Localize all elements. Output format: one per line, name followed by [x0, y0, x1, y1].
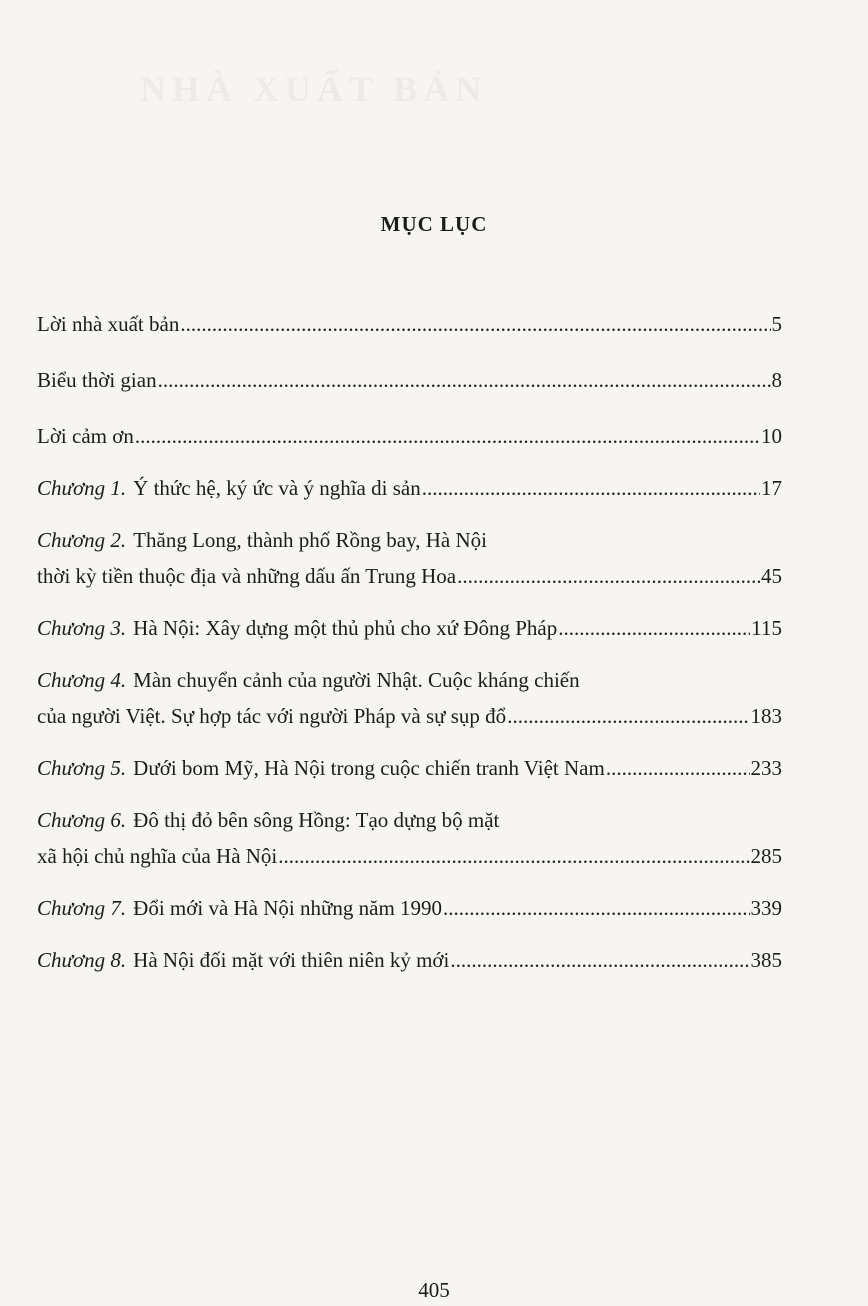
dot-leader — [457, 558, 760, 594]
dot-leader — [558, 610, 750, 646]
toc-entry-title: Hà Nội: Xây dựng một thủ phủ cho xứ Đông Pháp — [133, 616, 558, 640]
chapter-label: Chương 3. — [37, 616, 127, 640]
dot-leader — [450, 942, 749, 978]
toc-entry — [37, 750, 782, 786]
toc-entry-title: Lời nhà xuất bản — [37, 312, 180, 336]
toc-entry — [37, 306, 782, 342]
toc-entry — [37, 890, 782, 926]
dot-leader — [180, 306, 770, 342]
chapter-label: Chương 4. — [37, 668, 127, 692]
page-number: 405 — [418, 1278, 450, 1302]
toc-page-number: 8 — [771, 368, 782, 392]
toc-entry-line — [37, 470, 782, 506]
toc-entry-title: Biểu thời gian — [37, 368, 157, 392]
toc-entry-line — [37, 522, 782, 558]
chapter-label: Chương 2. — [37, 528, 127, 552]
toc-entry-title: của người Việt. Sự hợp tác với người Pháp và sự sụp đổ — [37, 704, 507, 728]
toc-entry-title: Đô thị đỏ bên sông Hồng: Tạo dựng bộ mặt — [133, 808, 500, 832]
toc-entry-title: Lời cảm ơn — [37, 424, 134, 448]
dot-leader — [135, 418, 760, 454]
toc-page-number: 233 — [750, 756, 782, 780]
toc-page-number: 385 — [750, 948, 782, 972]
toc-entry — [37, 802, 782, 874]
toc-entry-line — [37, 362, 782, 398]
dot-leader — [278, 838, 749, 874]
toc-page-number: 339 — [750, 896, 782, 920]
toc-entry-line — [37, 698, 782, 734]
toc-entry-line — [37, 306, 782, 342]
toc-entry — [37, 470, 782, 506]
toc-entry-line — [37, 802, 782, 838]
toc-entry — [37, 662, 782, 734]
toc-page-number: 285 — [750, 844, 782, 868]
toc-entry — [37, 610, 782, 646]
toc-entry-title: Thăng Long, thành phố Rồng bay, Hà Nội — [133, 528, 488, 552]
toc-entry — [37, 942, 782, 978]
toc-page-number: 5 — [771, 312, 782, 336]
toc-page-number: 115 — [751, 616, 782, 640]
toc-entry-title: thời kỳ tiền thuộc địa và những dấu ấn Trung Hoa — [37, 564, 457, 588]
toc-entry-title: Hà Nội đối mặt với thiên niên kỷ mới — [133, 948, 450, 972]
bleed-through-text: NHÀ XUẤT BẢN — [140, 69, 488, 109]
toc-entry-title: Màn chuyển cảnh của người Nhật. Cuộc kháng chiến — [133, 668, 580, 692]
toc-page-number: 17 — [761, 476, 782, 500]
toc-entry-line — [37, 418, 782, 454]
toc-entry-title: Dưới bom Mỹ, Hà Nội trong cuộc chiến tranh Việt Nam — [133, 756, 605, 780]
toc-entry-line — [37, 750, 782, 786]
toc-entry-line — [37, 558, 782, 594]
dot-leader — [158, 362, 771, 398]
toc-entry-line — [37, 662, 782, 698]
toc-entry-line — [37, 890, 782, 926]
toc-entry-title: Ý thức hệ, ký ức và ý nghĩa di sản — [133, 476, 421, 500]
toc-entry-title: xã hội chủ nghĩa của Hà Nội — [37, 844, 278, 868]
toc-entry-line — [37, 942, 782, 978]
table-of-contents — [37, 306, 782, 994]
toc-page-number: 183 — [750, 704, 782, 728]
toc-entry-line — [37, 838, 782, 874]
chapter-label: Chương 5. — [37, 756, 127, 780]
toc-page-number: 10 — [761, 424, 782, 448]
chapter-label: Chương 7. — [37, 896, 127, 920]
toc-entry — [37, 362, 782, 398]
dot-leader — [443, 890, 749, 926]
toc-entry-title: Đổi mới và Hà Nội những năm 1990 — [133, 896, 443, 920]
toc-entry — [37, 522, 782, 594]
toc-page-number: 45 — [761, 564, 782, 588]
toc-entry — [37, 418, 782, 454]
dot-leader — [422, 470, 760, 506]
page-title: MỤC LỤC — [380, 212, 488, 236]
toc-entry-line — [37, 610, 782, 646]
dot-leader — [606, 750, 750, 786]
chapter-label: Chương 8. — [37, 948, 127, 972]
dot-leader — [507, 698, 749, 734]
chapter-label: Chương 6. — [37, 808, 127, 832]
chapter-label: Chương 1. — [37, 476, 127, 500]
